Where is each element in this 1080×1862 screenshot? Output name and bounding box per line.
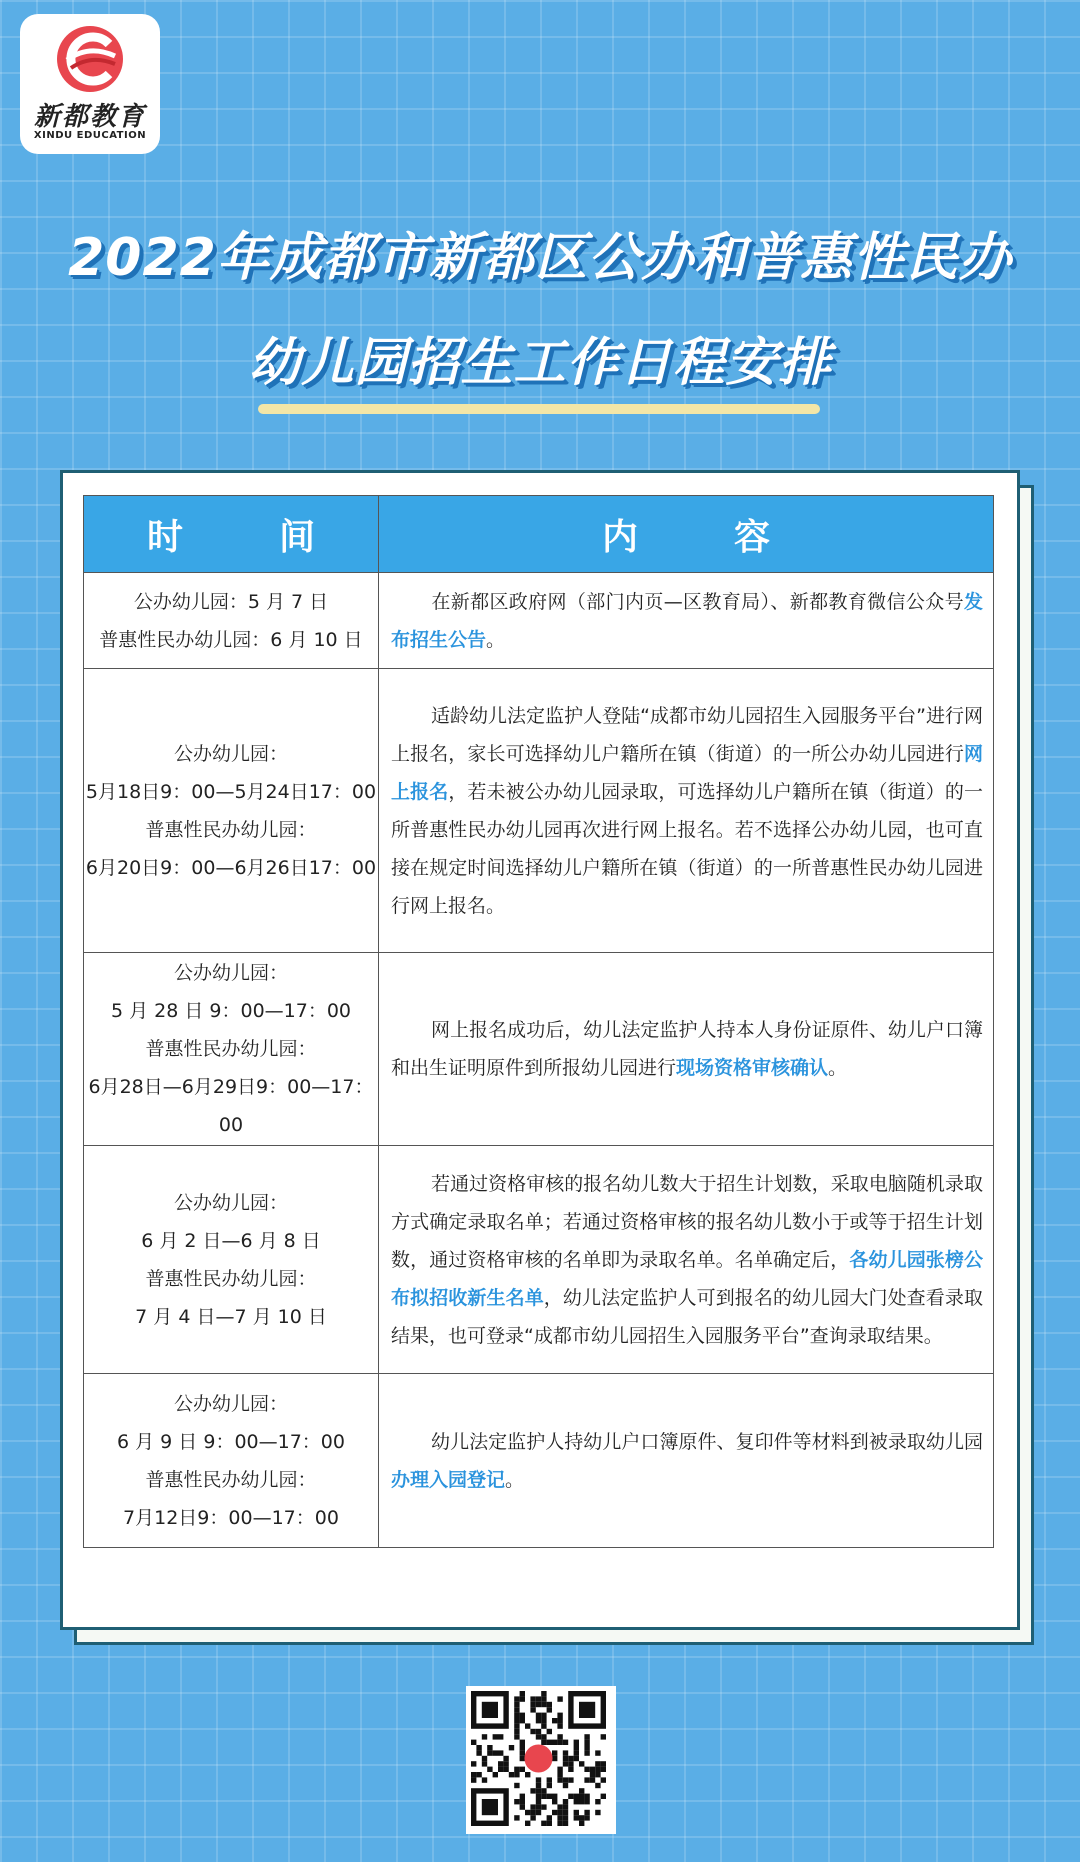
header-time: 时 间 [84,496,379,573]
time-line: 普惠性民办幼儿园： [145,818,317,841]
content-text: 在新都区政府网（部门内页—区教育局）、新都教育微信公众号 [431,590,964,613]
content-cell [379,573,994,669]
content-text-end: ，若未被公办幼儿园录取，可选择幼儿户籍所在镇（街道）的一所普惠性民办幼儿园再次进行网上报名。若不选择公办幼儿园，也可直接在规定时间选择幼儿户籍所在镇（街道）的一所普惠性民办幼儿园进行网上报名。 [391,780,983,917]
header-content: 内 容 [379,496,994,573]
time-cell [84,953,379,1146]
qr-code-icon [471,1691,611,1829]
time-line: 公办幼儿园：5 月 7 日 [133,590,329,613]
content-cell [379,1146,994,1374]
page-title-line1: 2022年成都市新都区公办和普惠性民办 [68,228,1012,288]
content-highlight: 办理入园登记 [391,1468,506,1491]
content-highlight: 现场资格审核确认 [676,1057,829,1079]
content-cell [379,953,994,1146]
time-cell [84,573,379,669]
time-line: 5 月 28 日 9：00—17：00 [110,1000,352,1022]
content-text-end: ，幼儿法定监护人可到报名的幼儿园大门处查看录取结果，也可登录“成都市幼儿园招生入园服务平台”查询录取结果。 [391,1286,983,1347]
content-text-end: 。 [486,628,506,651]
time-line: 6月20日9：00—6月26日17：00 [85,856,377,879]
table-header-row [84,496,994,573]
content-cell [379,669,994,953]
content-text: 网上报名成功后，幼儿法定监护人持本人身份证原件、幼儿户口簿和出生证明原件到所报幼儿园进行 [391,1019,983,1079]
table-row [84,1146,994,1374]
content-highlight: 网上报名 [391,742,983,803]
time-line: 普惠性民办幼儿园：6 月 10 日 [99,628,363,651]
content-text: 若通过资格审核的报名幼儿数大于招生计划数，采取电脑随机录取方式确定录取名单；若通过资格审核的报名幼儿数小于或等于招生计划数，通过资格审核的名单即为录取名单。名单确定后， [391,1172,983,1271]
time-line: 6 月 2 日—6 月 8 日 [141,1229,321,1252]
time-line: 7月12日9：00—17：00 [123,1506,339,1529]
time-line: 普惠性民办幼儿园： [145,1038,317,1060]
time-line: 公办幼儿园： [173,742,288,765]
time-line: 普惠性民办幼儿园： [145,1468,317,1491]
time-cell [84,1374,379,1548]
schedule-table [83,495,994,1548]
content-text-end: 。 [505,1468,525,1491]
logo-en-text: XINDU EDUCATION [33,130,147,141]
page-title-line2: 幼儿园招生工作日程安排 [248,333,832,393]
table-row [84,953,994,1146]
content-text: 幼儿法定监护人持幼儿户口簿原件、复印件等材料到被录取幼儿园 [431,1430,983,1453]
title-underline [258,404,820,414]
time-cell [84,669,379,953]
table-row [84,669,994,953]
content-text-end: 。 [828,1057,848,1079]
time-line: 5月18日9：00—5月24日17：00 [85,780,377,803]
content-highlight: 发布招生公告 [391,590,983,651]
table-row [84,573,994,669]
time-line: 7 月 4 日—7 月 10 日 [135,1305,327,1328]
logo [20,14,160,154]
logo-cn-text: 新都教育 [33,102,146,132]
time-line: 公办幼儿园： [173,1392,288,1415]
time-line: 普惠性民办幼儿园： [145,1267,317,1290]
content-highlight: 各幼儿园张榜公布拟招收新生名单 [391,1248,983,1309]
time-cell [84,1146,379,1374]
content-text: 适龄幼儿法定监护人登陆“成都市幼儿园招生入园服务平台”进行网上报名，家长可选择幼儿户籍所在镇（街道）的一所公办幼儿园进行 [391,704,983,765]
xindu-education-logo-icon [53,22,127,96]
time-line: 6月28日—6月29日9：00—17：00 [88,1076,374,1136]
table-row [84,1374,994,1548]
time-line: 公办幼儿园： [173,1191,288,1214]
time-line: 6 月 9 日 9：00—17：00 [117,1430,345,1453]
time-line: 公办幼儿园： [173,962,288,984]
content-cell [379,1374,994,1548]
qr-code[interactable] [466,1686,616,1834]
